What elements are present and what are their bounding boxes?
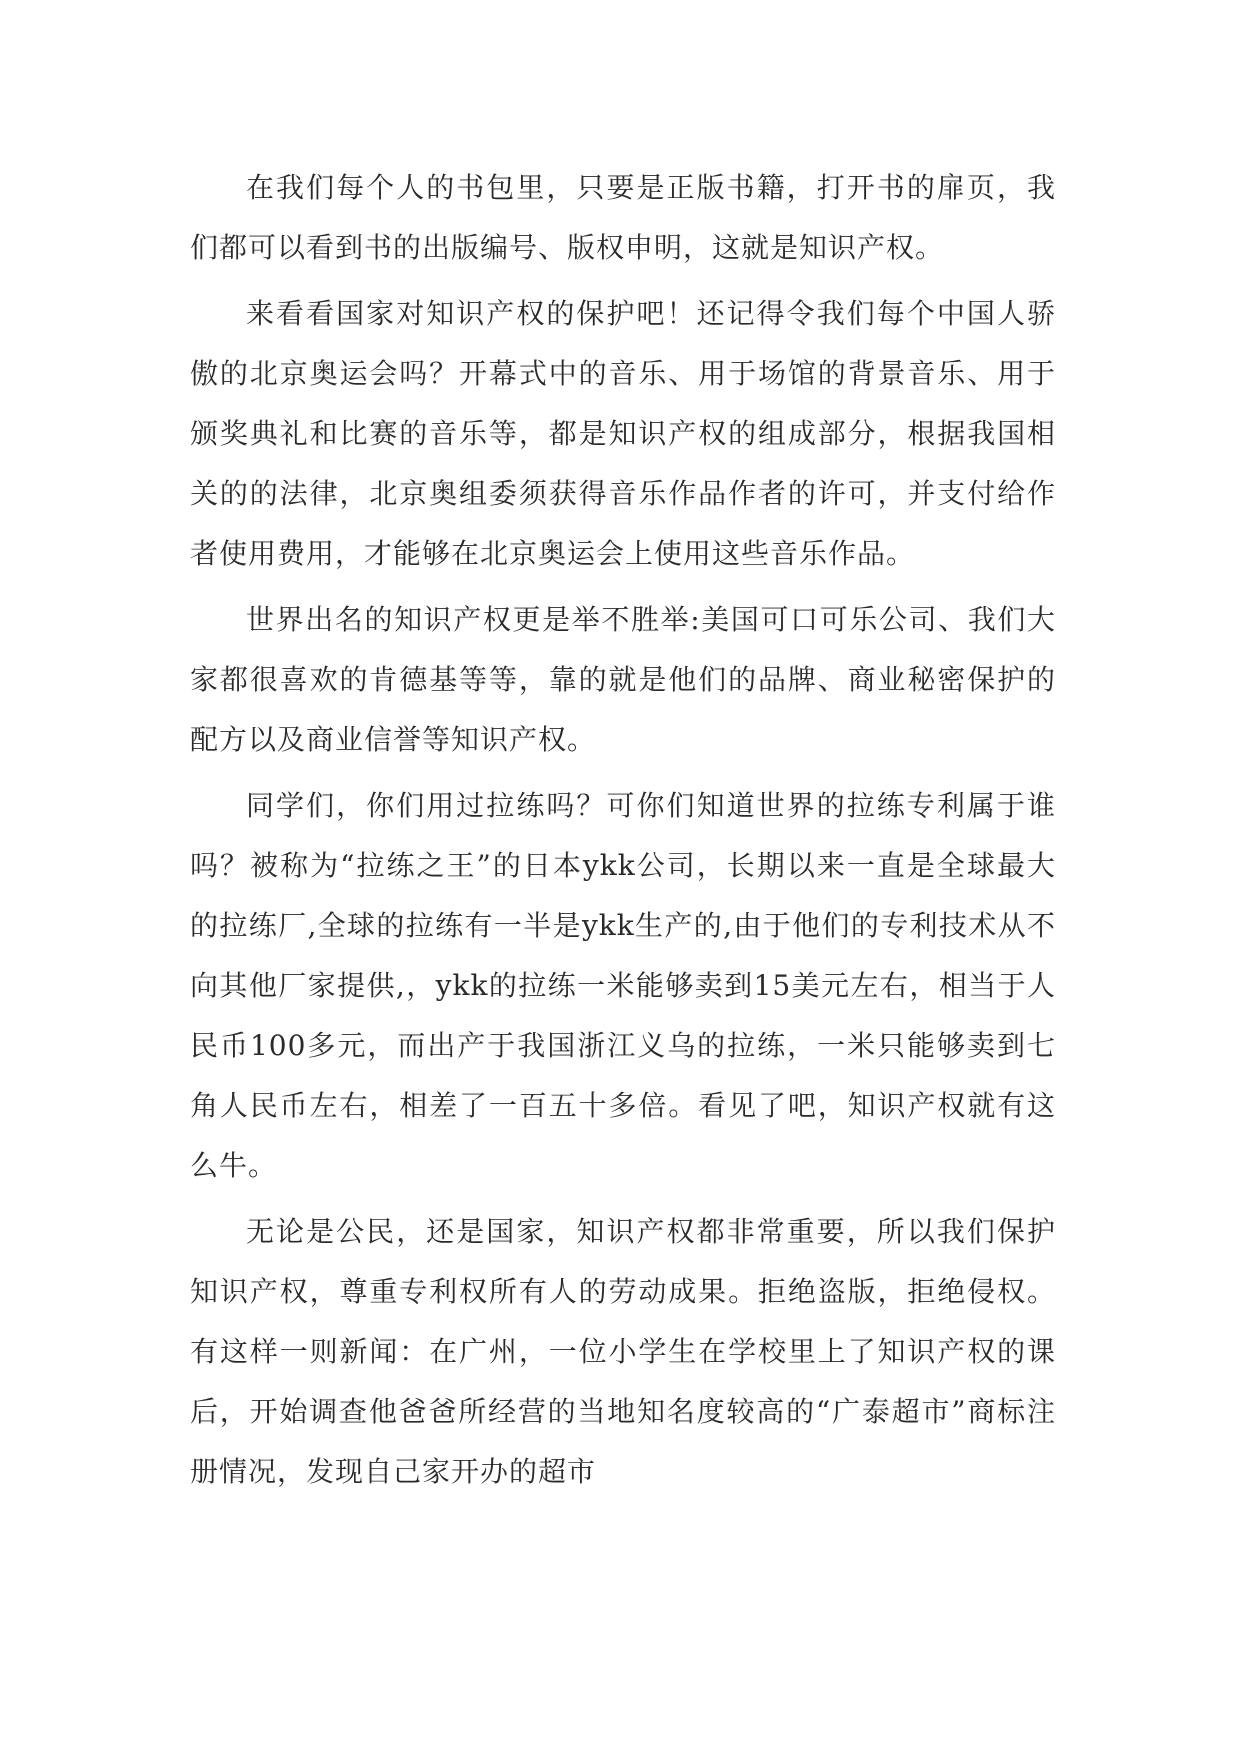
paragraph-1: 在我们每个人的书包里，只要是正版书籍，打开书的扉页，我们都可以看到书的出版编号、版权申明，这就是知识产权。: [190, 171, 1056, 264]
paragraph-5: 无论是公民，还是国家，知识产权都非常重要，所以我们保护知识产权，尊重专利权所有人的劳动成果。拒绝盗版，拒绝侵权。有这样一则新闻：在广州，一位小学生在学校里上了知识产权的课后，开始调查他爸爸所经营的当地知名度较高的“广泰超市”商标注册情况，发现自己家开办的超市: [190, 1215, 1056, 1488]
paragraph-2: 来看看国家对知识产权的保护吧！还记得令我们每个中国人骄傲的北京奥运会吗？开幕式中的音乐、用于场馆的背景音乐、用于颁奖典礼和比赛的音乐等，都是知识产权的组成部分，根据我国相关的的法律，北京奥组委须获得音乐作品作者的许可，并支付给作者使用费用，才能够在北京奥运会上使用这些音乐作品。: [190, 297, 1056, 570]
paragraph-4: 同学们，你们用过拉练吗？可你们知道世界的拉练专利属于谁吗？被称为“拉练之王”的日本ykk公司，长期以来一直是全球最大的拉练厂,全球的拉练有一半是ykk生产的,由于他们的专利技术从不向其他厂家提供,，ykk的拉练一米能够卖到15美元左右，相当于人民币100多元，而出产于我国浙江义乌的拉练，一米只能够卖到七角人民币左右，相差了一百五十多倍。看见了吧，知识产权就有这么牛。: [190, 789, 1056, 1182]
paragraph-3: 世界出名的知识产权更是举不胜举:美国可口可乐公司、我们大家都很喜欢的肯德基等等，靠的就是他们的品牌、商业秘密保护的配方以及商业信誉等知识产权。: [190, 603, 1056, 756]
document-body: [190, 158, 1056, 1508]
